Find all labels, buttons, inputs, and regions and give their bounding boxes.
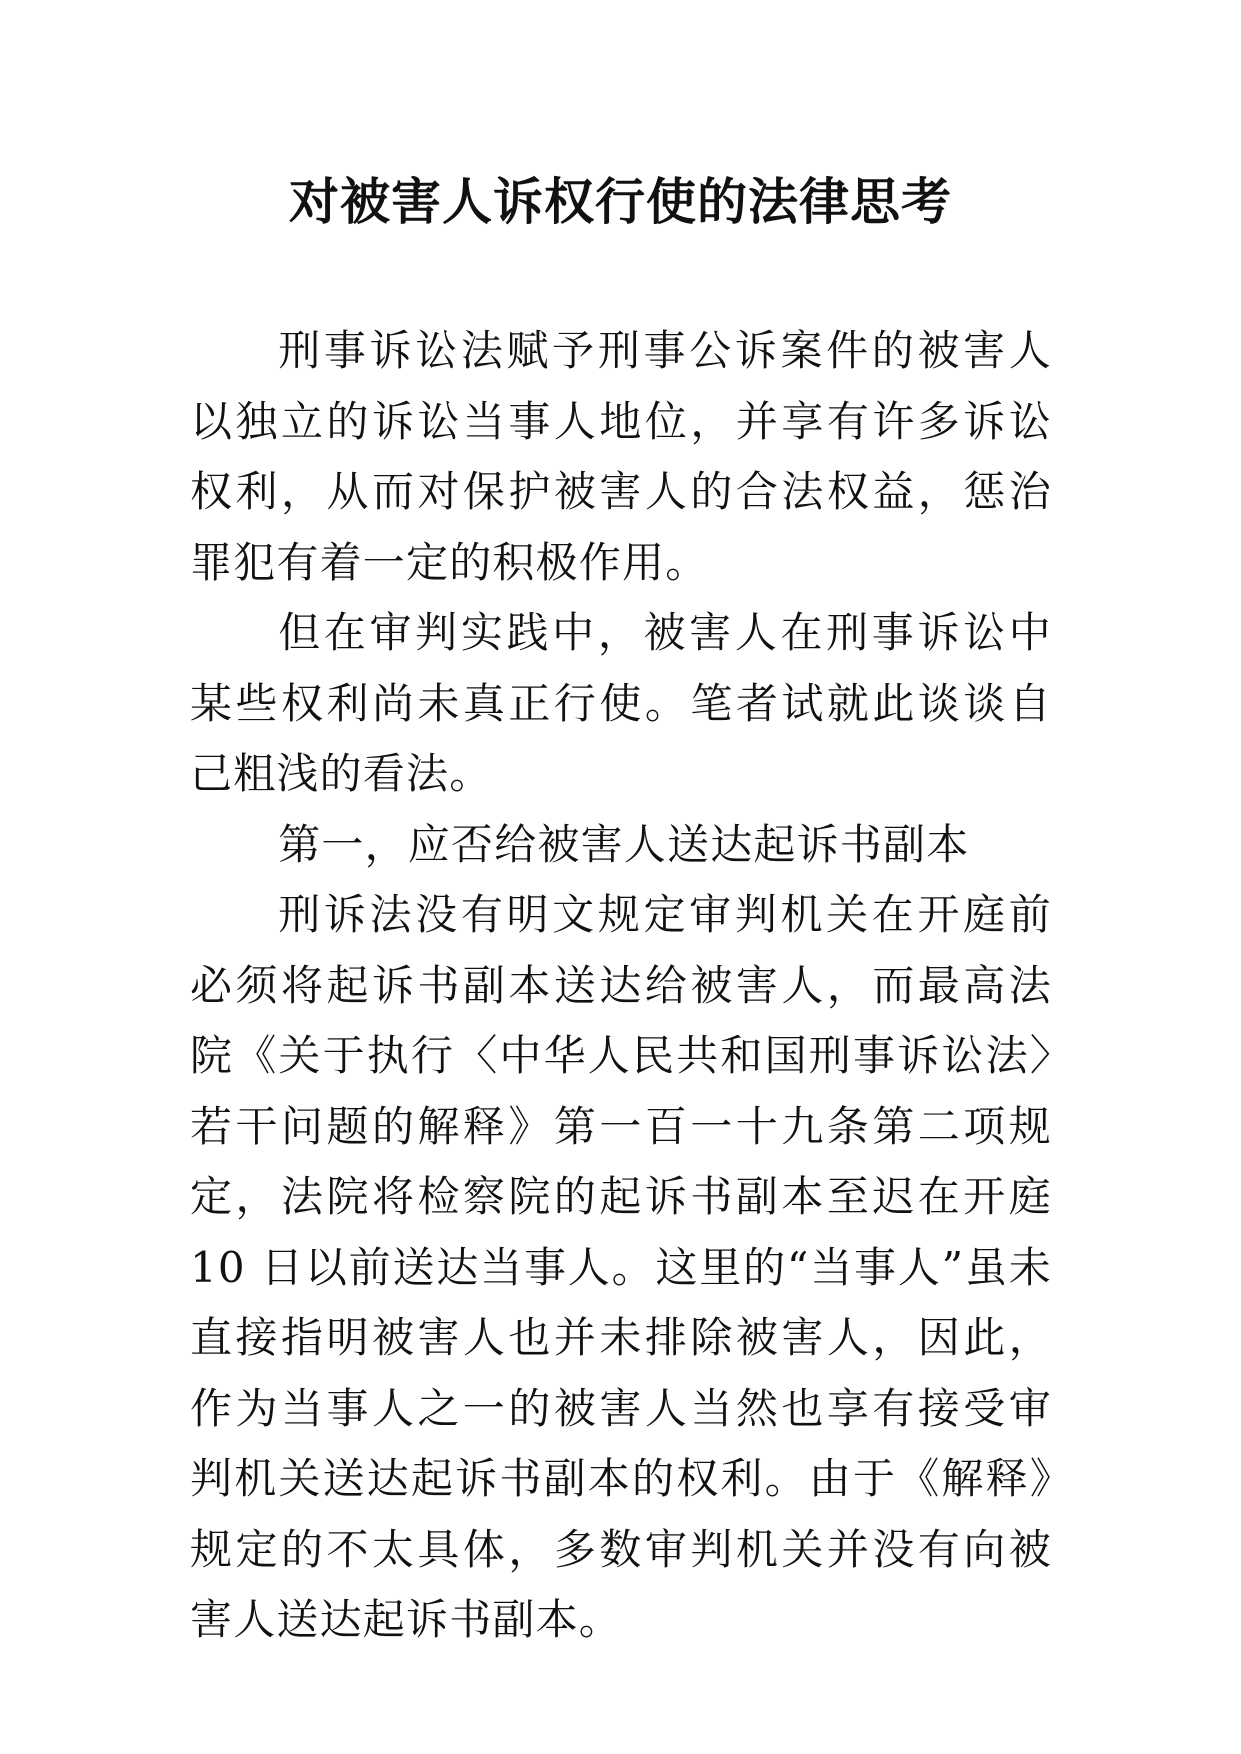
- section-heading-first: 第一，应否给被害人送达起诉书副本: [278, 819, 970, 869]
- paragraph-intro: 刑事诉讼法赋予刑事公诉案件的被害人以独立的诉讼当事人地位，并享有许多诉讼权利，从而对保护被害人的合法权益，惩治罪犯有着一定的积极作用。: [190, 326, 1052, 587]
- paragraph-indictment-copy: 刑诉法没有明文规定审判机关在开庭前必须将起诉书副本送达给被害人，而最高法院《关于执行〈中华人民共和国刑事诉讼法〉若干问题的解释》第一百一十九条第二项规定，法院将检察院的起诉书副本至迟在开庭 10 日以前送达当事人。这里的“当事人”虽未直接指明被害人也并未排除被害人，因此，作为当事人之一的被害人当然也享有接受审判机关送达起诉书副本的权利。由于《解释》规定的不太具体，多数审判机关并没有向被害人送达起诉书副本。: [190, 890, 1052, 1644]
- paragraph-practice: 但在审判实践中，被害人在刑事诉讼中某些权利尚未真正行使。笔者试就此谈谈自己粗浅的看法。: [190, 608, 1052, 798]
- document-title: 对被害人诉权行使的法律思考: [289, 172, 952, 231]
- document-body: [190, 316, 1052, 1656]
